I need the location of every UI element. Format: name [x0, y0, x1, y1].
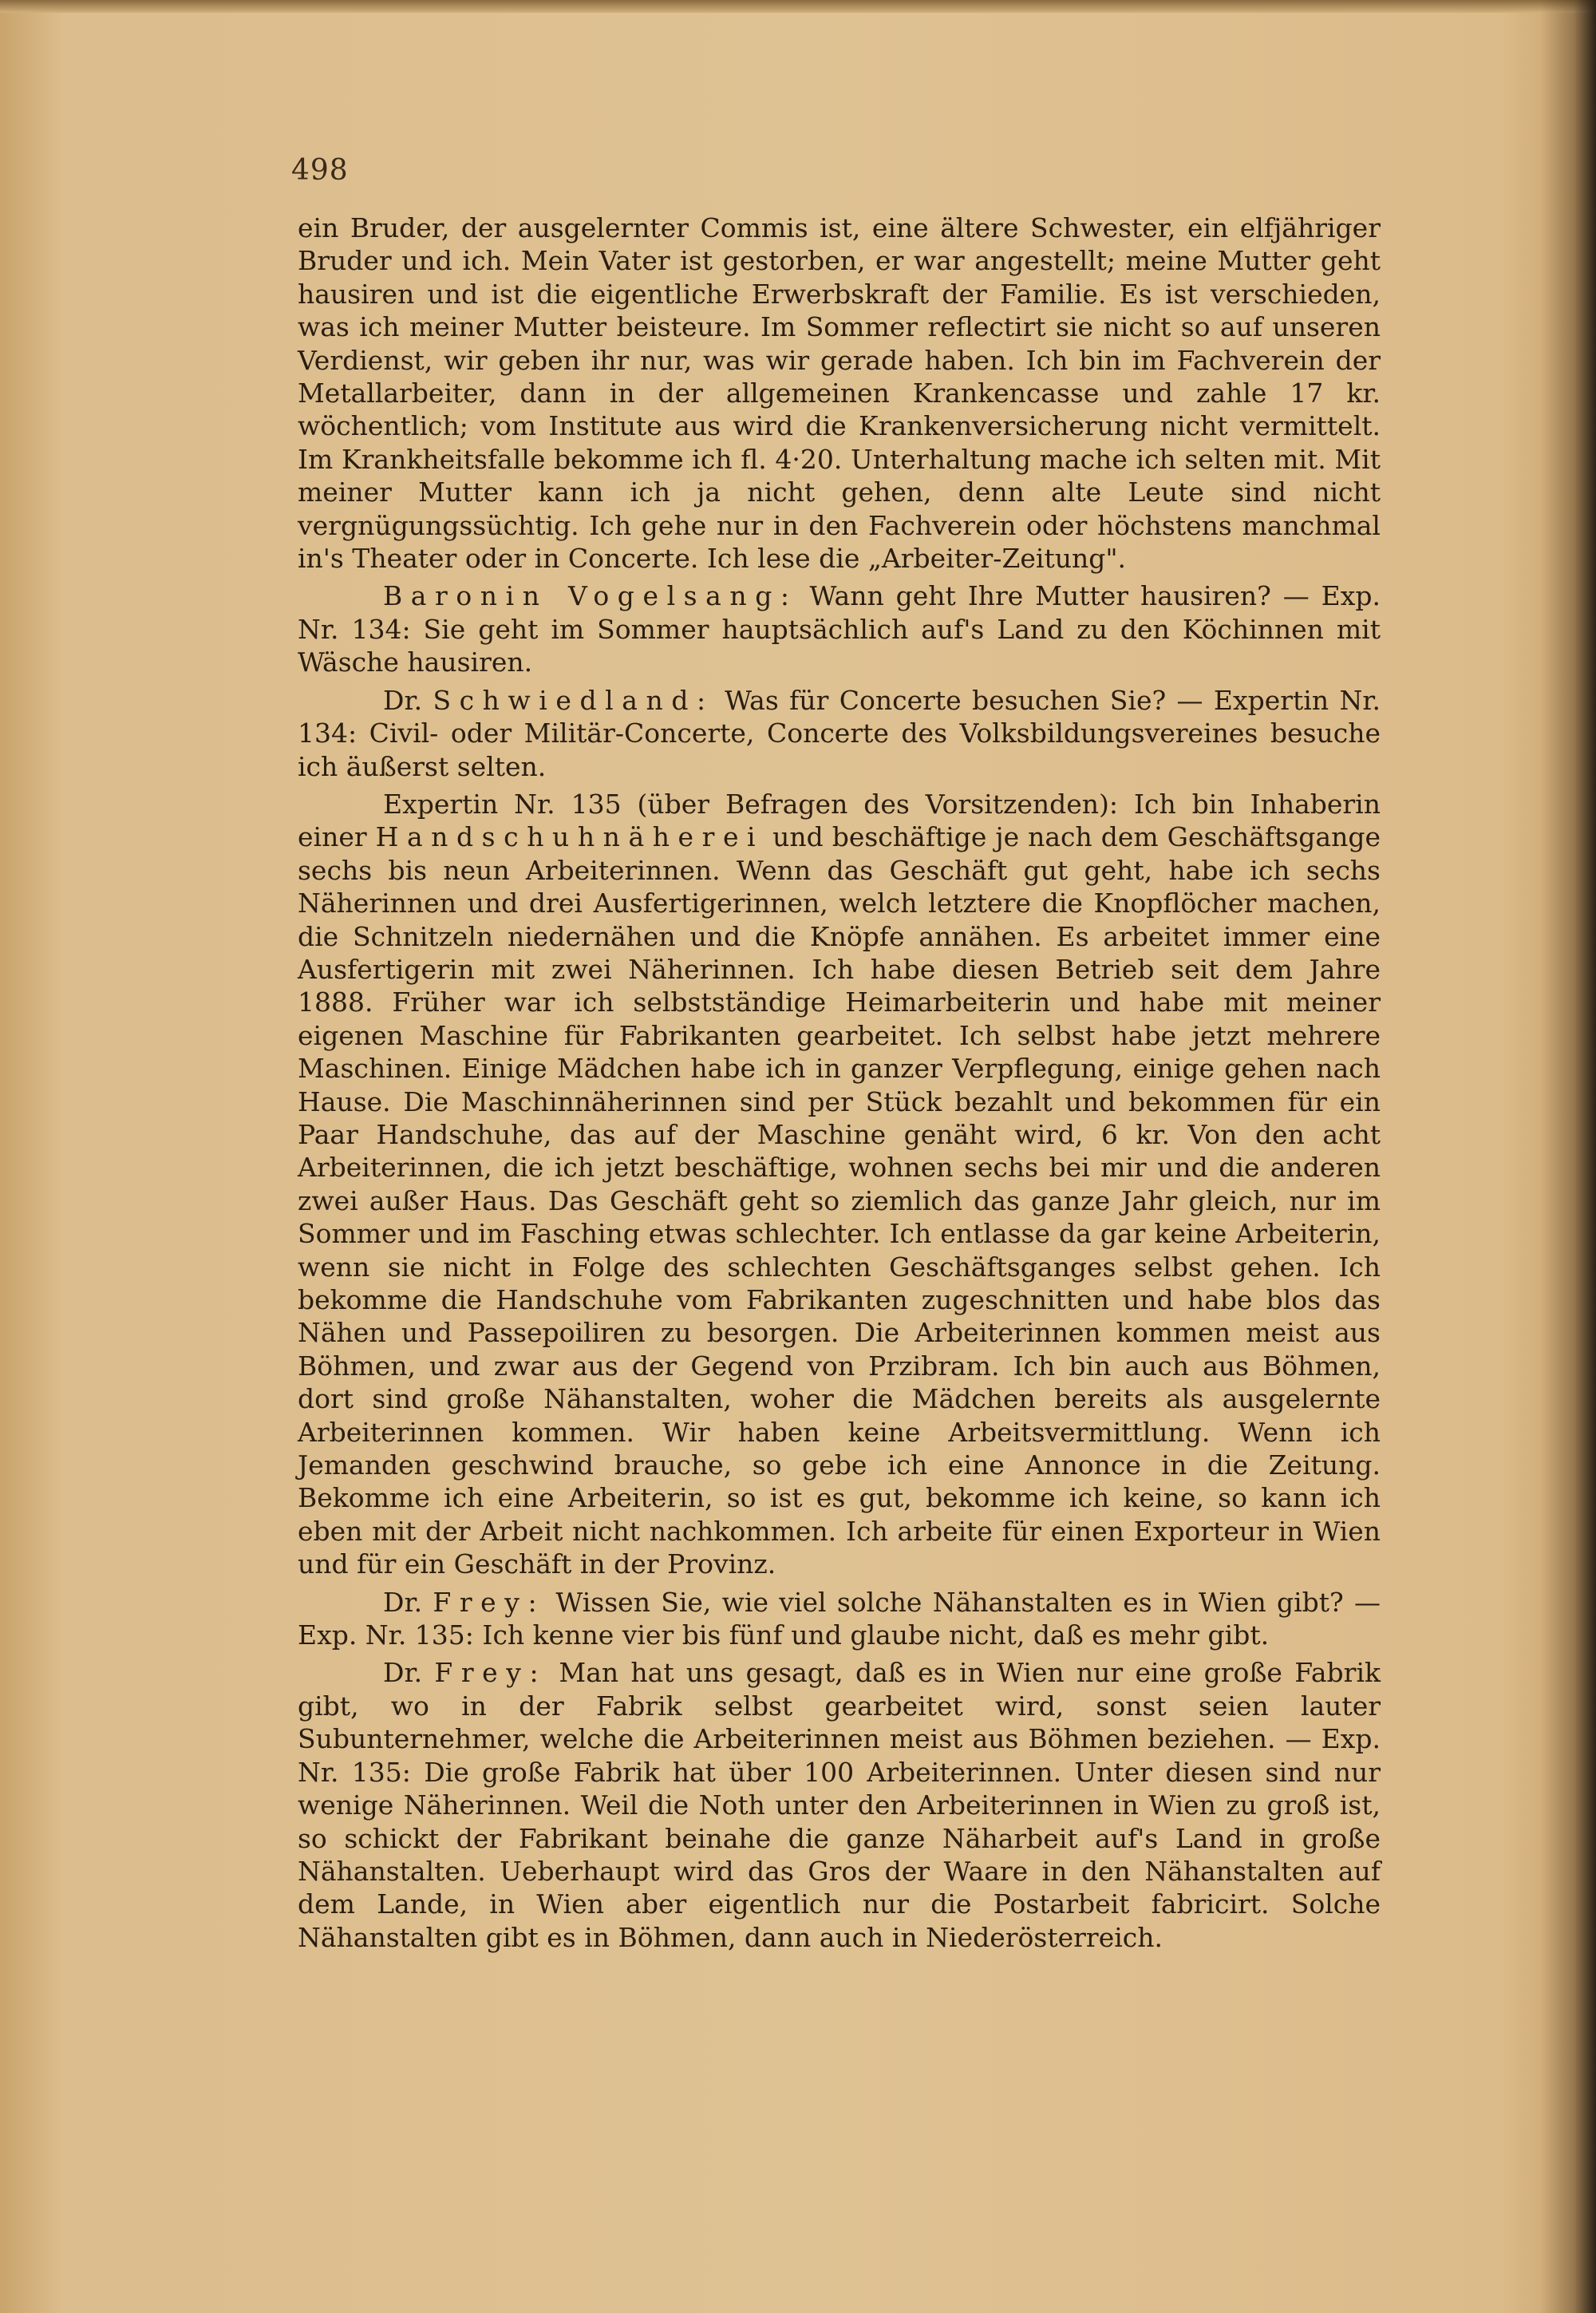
- paragraph-text: ein Bruder, der ausgelernter Commis ist, eine ältere Schwester, ein elfjähriger Bruder und ich. Mein Vater ist gestorben, er war angestellt; meine Mutter geht hausiren und ist die eigentliche Erwerbskraft der Familie. Es ist verschieden, was ich meiner Mutter beisteure. Im Sommer reflectirt sie nicht so auf unseren Verdienst, wir geben ihr nur, was wir gerade haben. Ich bin im Fachverein der Metallarbeiter, dann in der allgemeinen Krankencasse und zahle 17 kr. wöchentlich; vom Institute aus wird die Krankenversicherung nicht vermittelt. Im Krankheitsfalle bekomme ich fl. 4·20. Unterhaltung mache ich selten mit. Mit meiner Mutter kann ich ja nicht gehen, denn alte Leute sind nicht vergnügungssüchtig. Ich gehe nur in den Fachverein oder höchstens manchmal in's Theater oder in Concerte. Ich lese die „Arbeiter-Zeitung".: [298, 212, 1381, 575]
- paragraph-frey-question-1: [298, 1586, 1381, 1652]
- speaker-title: Dr.: [383, 1657, 435, 1689]
- paragraph-text: Man hat uns gesagt, daß es in Wien nur eine große Fabrik gibt, wo in der Fabrik selbst gearbeitet wird, sonst seien lauter Subunternehmer, welche die Arbeiterinnen meist aus Böhmen beziehen. — Exp. Nr. 135: Die große Fabrik hat über 100 Arbeiterinnen. Unter diesen sind nur wenige Näherinnen. Weil die Noth unter den Arbeiterinnen in Wien zu groß ist, so schickt der Fabrikant beinahe die ganze Näharbeit auf's Land in große Nähanstalten. Ueberhaupt wird das Gros der Waare in den Nähanstalten auf dem Lande, in Wien aber eigentlich nur die Postarbeit fabricirt. Solche Nähanstalten gibt es in Böhmen, dann auch in Niederösterreich.: [298, 1657, 1381, 1953]
- paragraph-continuation: [298, 212, 1381, 575]
- speaker-name: Schwiedland:: [433, 684, 714, 716]
- page-binding-shadow: [1540, 0, 1596, 2313]
- paragraph-text: Expertin Nr. 135 (über Befragen des Vorsitzenden): Ich bin Inhaberin einer: [298, 788, 1381, 853]
- paragraph-text: und beschäftige je nach dem Geschäftsgange sechs bis neun Arbeiterinnen. Wenn das Geschäft gut geht, habe ich sechs Näherinnen und drei Ausfertigerinnen, welch letztere die Knopflöcher machen, die Schnitzeln niedernähen und die Knöpfe annähen. Es arbeitet immer eine Ausfertigerin mit zwei Näherinnen. Ich habe diesen Betrieb seit dem Jahre 1888. Früher war ich selbstständige Heimarbeiterin und habe mit meiner eigenen Maschine für Fabrikanten gearbeitet. Ich selbst habe jetzt mehrere Maschinen. Einige Mädchen habe ich in ganzer Verpflegung, einige gehen nach Hause. Die Maschinnäherinnen sind per Stück bezahlt und bekommen für ein Paar Handschuhe, das auf der Maschine genäht wird, 6 kr. Von den acht Arbeiterinnen, die ich jetzt beschäftige, wohnen sechs bei mir und die anderen zwei außer Haus. Das Geschäft geht so ziemlich das ganze Jahr gleich, nur im Sommer und im Fasching etwas schlechter. Ich entlasse da gar keine Arbeiterin, wenn sie nicht in Folge des schlechten Geschäftsganges selbst gehen. Ich bekomme die Handschuhe vom Fabrikanten zugeschnitten und habe blos das Nähen und Passepoiliren zu besorgen. Die Arbeiterinnen kommen meist aus Böhmen, und zwar aus der Gegend von Przibram. Ich bin auch aus Böhmen, dort sind große Nähanstalten, woher die Mädchen bereits als ausgelernte Arbeiterinnen kommen. Wir haben keine Arbeitsvermittlung. Wenn ich Jemanden geschwind brauche, so gebe ich eine Annonce in die Zeitung. Bekomme ich eine Arbeiterin, so ist es gut, bekomme ich keine, so kann ich eben mit der Arbeit nicht nachkommen. Ich arbeite für einen Exporteur in Wien und für ein Geschäft in der Provinz.: [298, 821, 1381, 1580]
- paragraph-vogelsang-question: [298, 579, 1381, 678]
- speaker-name: Frey:: [433, 1586, 546, 1618]
- speaker-title: Dr.: [383, 1586, 433, 1618]
- paragraph-schwiedland-question: [298, 684, 1381, 783]
- paragraph-frey-question-2: [298, 1656, 1381, 1954]
- body-text: [298, 212, 1381, 1954]
- speaker-name: Baronin Vogelsang:: [383, 580, 798, 612]
- paragraph-text: Wann geht Ihre Mutter hausiren? — Exp. Nr. 134: Sie geht im Sommer hauptsächlich auf's Land zu den Köchinnen mit Wäsche hausiren.: [298, 580, 1381, 678]
- emphasized-term: Handschuhnäherei: [375, 821, 764, 853]
- page-top-edge: [0, 0, 1596, 13]
- speaker-name: Frey:: [434, 1657, 547, 1689]
- paragraph-text: Was für Concerte besuchen Sie? — Expertin Nr. 134: Civil- oder Militär-Concerte, Concerte des Volksbildungsvereines besuche ich äußerst selten.: [298, 684, 1381, 782]
- speaker-title: Dr.: [383, 684, 433, 716]
- paragraph-expert-135-testimony: [298, 788, 1381, 1581]
- page-number: 498: [291, 154, 349, 187]
- paragraph-text: Wissen Sie, wie viel solche Nähanstalten es in Wien gibt? — Exp. Nr. 135: Ich kenne vier bis fünf und glaube nicht, daß es mehr gibt.: [298, 1586, 1381, 1651]
